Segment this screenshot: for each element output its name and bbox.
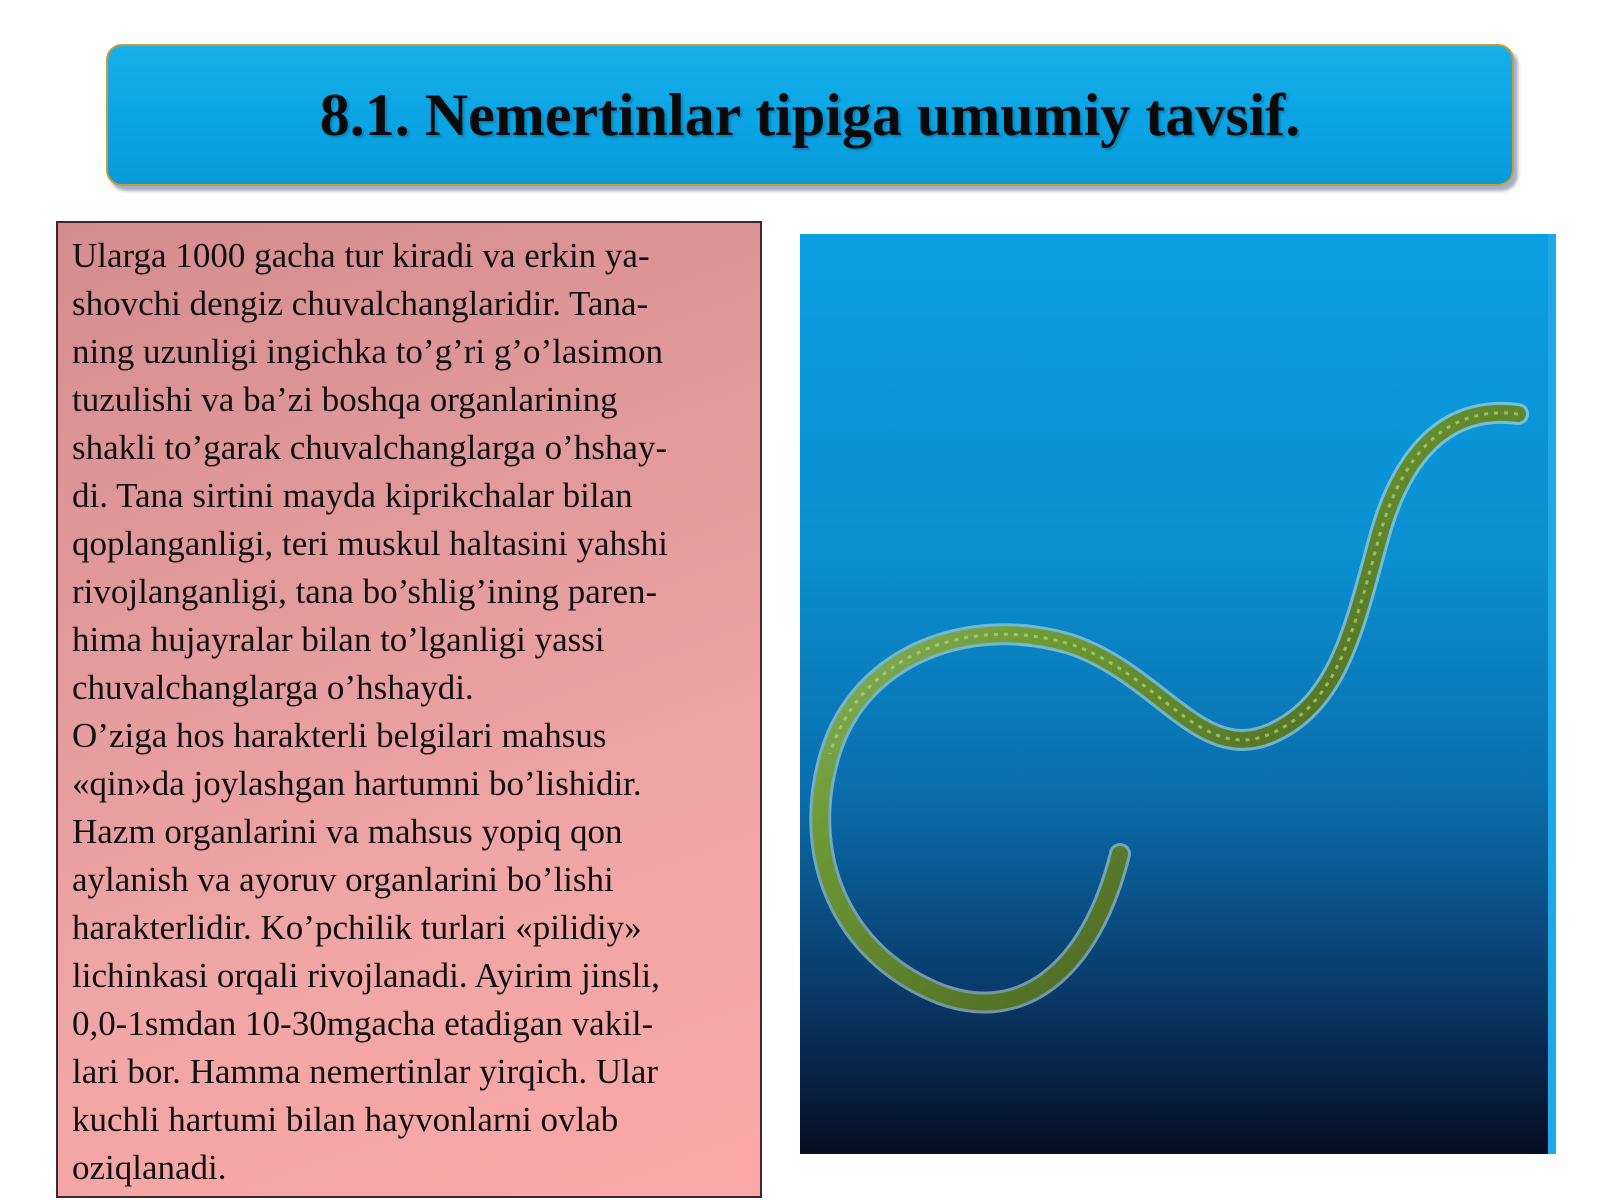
body-line: rivojlanganligi, tana bo’shlig’ining paren- [72, 572, 658, 611]
body-line: oziqlanadi. [72, 1148, 227, 1187]
body-line: hima hujayralar bilan to’lganligi yassi [72, 620, 605, 659]
body-line: qoplanganligi, teri muskul haltasini yahshi [72, 524, 668, 563]
body-line: lari bor. Hamma nemertinlar yirqich. Ular [72, 1052, 659, 1091]
body-line: lichinkasi orqali rivojlanadi. Ayirim jinsli, [72, 956, 660, 995]
nemertean-worm-photo [800, 234, 1556, 1154]
body-line: harakterlidir. Ko’pchilik turlari «pilidiy» [72, 908, 642, 947]
photo-edge [1548, 234, 1556, 1154]
body-line: ning uzunligi ingichka to’g’ri g’o’lasimon [72, 332, 664, 371]
body-line: 0,0-1smdan 10-30mgacha etadigan vakil- [72, 1004, 654, 1043]
body-line: chuvalchanglarga o’hshaydi. [72, 668, 474, 707]
body-line: kuchli hartumi bilan hayvonlarni ovlab [72, 1100, 619, 1139]
worm-illustration [800, 234, 1556, 1154]
body-line: Ularga 1000 gacha tur kiradi va erkin ya- [72, 236, 650, 275]
body-line: tuzulishi va ba’zi boshqa organlarining [72, 380, 618, 419]
title-banner [106, 44, 1514, 186]
body-line: «qin»da joylashgan hartumni bo’lishidir. [72, 764, 642, 803]
body-line: aylanish va ayoruv organlarini bo’lishi [72, 860, 614, 899]
body-line: di. Tana sirtini mayda kiprikchalar bilan [72, 476, 633, 515]
slide-title: 8.1. Nemertinlar tipiga umumiy tavsif. [319, 81, 1301, 148]
body-line: O’ziga hos harakterli belgilari mahsus [72, 716, 607, 755]
body-text [72, 232, 772, 1192]
water-background [800, 234, 1556, 1154]
body-line: shakli to’garak chuvalchanglarga o’hshay- [72, 428, 668, 467]
body-line: Hazm organlarini va mahsus yopiq qon [72, 812, 623, 851]
body-line: shovchi dengiz chuvalchanglaridir. Tana- [72, 284, 649, 323]
